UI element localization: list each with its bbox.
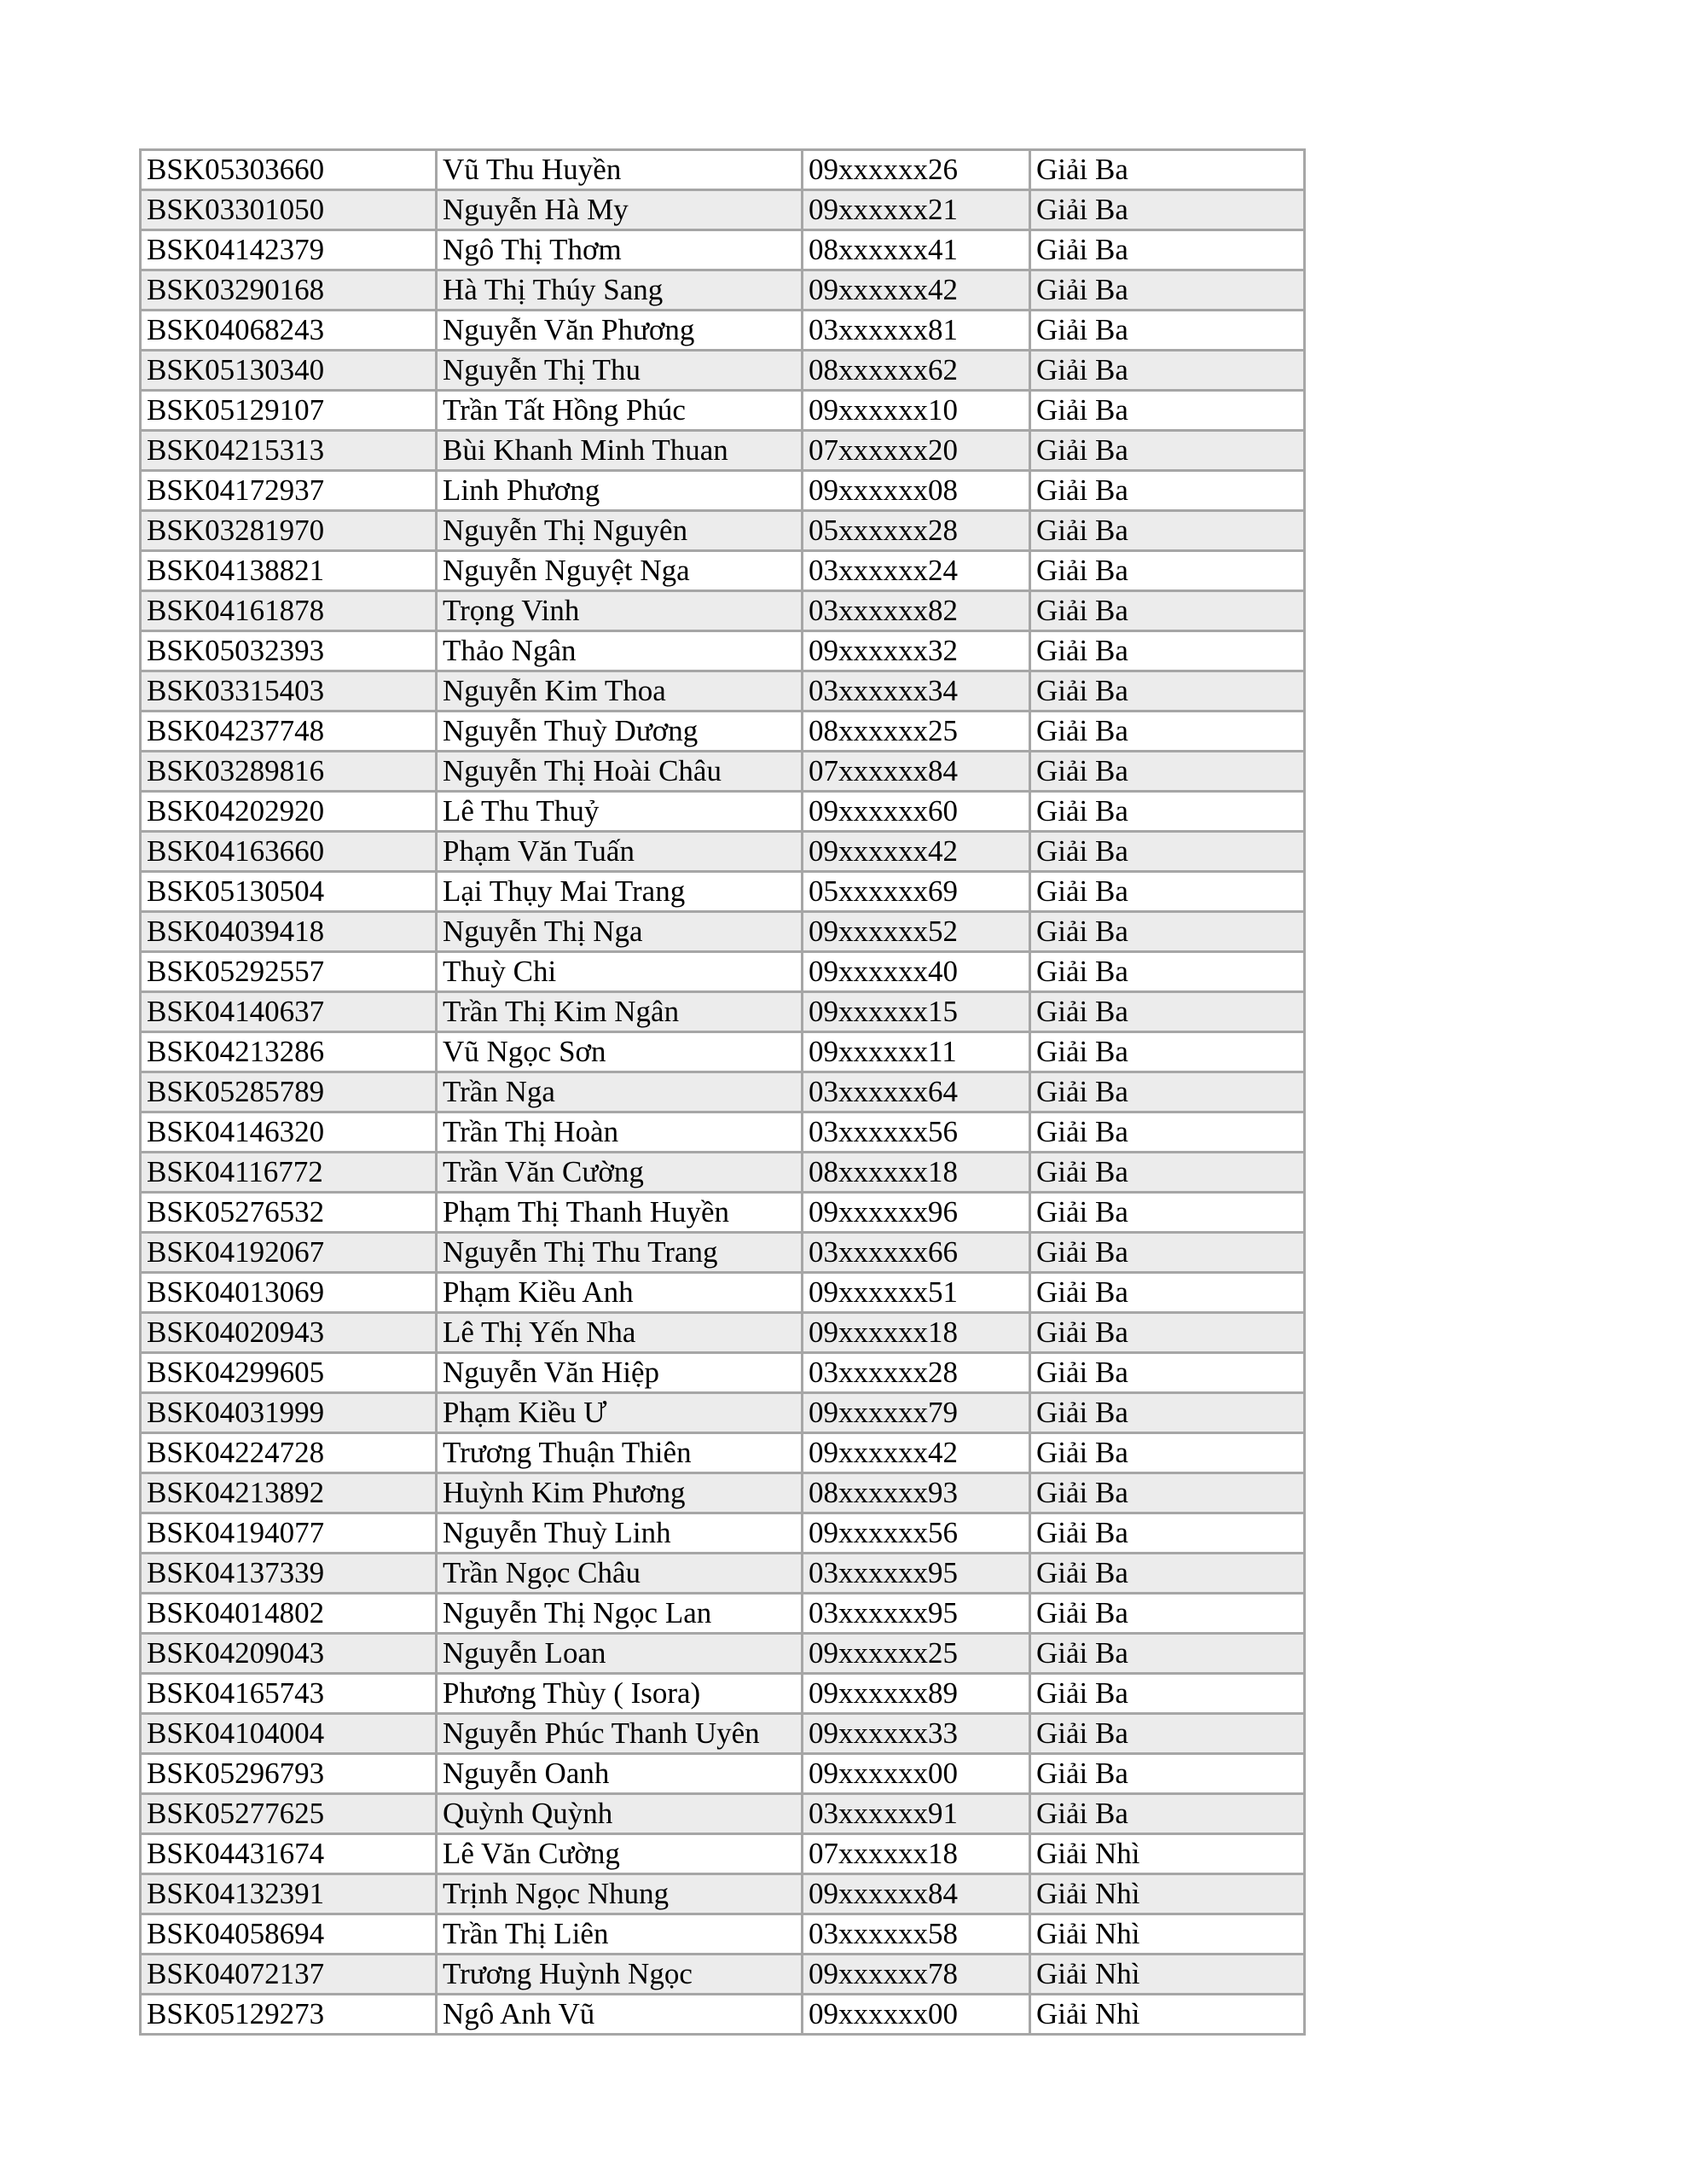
code-cell: BSK03289816: [141, 752, 437, 792]
table-row: [141, 1674, 1305, 1714]
phone-cell: 09xxxxxx79: [803, 1393, 1030, 1433]
name-cell: Lại Thụy Mai Trang: [437, 872, 803, 912]
table-row: [141, 1153, 1305, 1193]
name-cell: Ngô Anh Vũ: [437, 1995, 803, 2035]
code-cell: BSK04194077: [141, 1513, 437, 1554]
prize-cell: Giải Ba: [1030, 752, 1305, 792]
table-row: [141, 1273, 1305, 1313]
code-cell: BSK04014802: [141, 1594, 437, 1634]
code-cell: BSK04013069: [141, 1273, 437, 1313]
table-row: [141, 391, 1305, 431]
table-row: [141, 591, 1305, 631]
name-cell: Trần Tất Hồng Phúc: [437, 391, 803, 431]
prize-cell: Giải Ba: [1030, 1634, 1305, 1674]
name-cell: Phương Thùy ( Isora): [437, 1674, 803, 1714]
phone-cell: 08xxxxxx62: [803, 351, 1030, 391]
code-cell: BSK04172937: [141, 471, 437, 511]
table-row: [141, 1955, 1305, 1995]
prize-cell: Giải Ba: [1030, 1072, 1305, 1112]
code-cell: BSK05292557: [141, 952, 437, 992]
prize-cell: Giải Ba: [1030, 1273, 1305, 1313]
name-cell: Trương Huỳnh Ngọc: [437, 1955, 803, 1995]
table-row: [141, 1473, 1305, 1513]
name-cell: Trần Thị Liên: [437, 1914, 803, 1955]
prize-cell: Giải Nhì: [1030, 1955, 1305, 1995]
phone-cell: 07xxxxxx84: [803, 752, 1030, 792]
table-row: [141, 1393, 1305, 1433]
table-row: [141, 431, 1305, 471]
table-row: [141, 1794, 1305, 1834]
code-cell: BSK04039418: [141, 912, 437, 952]
table-row: [141, 1193, 1305, 1233]
prize-cell: Giải Ba: [1030, 1153, 1305, 1193]
table-row: [141, 1714, 1305, 1754]
phone-cell: 03xxxxxx56: [803, 1112, 1030, 1153]
table-row: [141, 912, 1305, 952]
prize-cell: Giải Ba: [1030, 511, 1305, 551]
code-cell: BSK04138821: [141, 551, 437, 591]
name-cell: Nguyễn Kim Thoa: [437, 671, 803, 712]
code-cell: BSK04058694: [141, 1914, 437, 1955]
prize-cell: Giải Ba: [1030, 351, 1305, 391]
phone-cell: 07xxxxxx20: [803, 431, 1030, 471]
code-cell: BSK03301050: [141, 190, 437, 230]
name-cell: Lê Thị Yến Nha: [437, 1313, 803, 1353]
winners-table: [139, 148, 1306, 2036]
code-cell: BSK04224728: [141, 1433, 437, 1473]
table-row: [141, 1874, 1305, 1914]
prize-cell: Giải Ba: [1030, 1473, 1305, 1513]
table-row: [141, 270, 1305, 311]
code-cell: BSK05303660: [141, 150, 437, 190]
table-row: [141, 1233, 1305, 1273]
phone-cell: 09xxxxxx89: [803, 1674, 1030, 1714]
name-cell: Phạm Văn Tuấn: [437, 832, 803, 872]
name-cell: Nguyễn Oanh: [437, 1754, 803, 1794]
code-cell: BSK05277625: [141, 1794, 437, 1834]
table-row: [141, 311, 1305, 351]
prize-cell: Giải Nhì: [1030, 1874, 1305, 1914]
code-cell: BSK04165743: [141, 1674, 437, 1714]
name-cell: Trần Ngọc Châu: [437, 1554, 803, 1594]
code-cell: BSK04431674: [141, 1834, 437, 1874]
table-row: [141, 992, 1305, 1032]
code-cell: BSK04202920: [141, 792, 437, 832]
prize-cell: Giải Nhì: [1030, 1834, 1305, 1874]
code-cell: BSK05130504: [141, 872, 437, 912]
phone-cell: 05xxxxxx69: [803, 872, 1030, 912]
prize-cell: Giải Ba: [1030, 1554, 1305, 1594]
phone-cell: 09xxxxxx21: [803, 190, 1030, 230]
phone-cell: 09xxxxxx96: [803, 1193, 1030, 1233]
prize-cell: Giải Ba: [1030, 471, 1305, 511]
table-row: [141, 1433, 1305, 1473]
prize-cell: Giải Ba: [1030, 311, 1305, 351]
code-cell: BSK04146320: [141, 1112, 437, 1153]
phone-cell: 03xxxxxx64: [803, 1072, 1030, 1112]
prize-cell: Giải Ba: [1030, 551, 1305, 591]
phone-cell: 03xxxxxx91: [803, 1794, 1030, 1834]
name-cell: Nguyễn Thị Hoài Châu: [437, 752, 803, 792]
prize-cell: Giải Ba: [1030, 1233, 1305, 1273]
name-cell: Trần Thị Hoàn: [437, 1112, 803, 1153]
phone-cell: 09xxxxxx60: [803, 792, 1030, 832]
code-cell: BSK04031999: [141, 1393, 437, 1433]
prize-cell: Giải Ba: [1030, 1433, 1305, 1473]
code-cell: BSK05130340: [141, 351, 437, 391]
code-cell: BSK04020943: [141, 1313, 437, 1353]
phone-cell: 08xxxxxx18: [803, 1153, 1030, 1193]
phone-cell: 09xxxxxx18: [803, 1313, 1030, 1353]
code-cell: BSK03315403: [141, 671, 437, 712]
table-row: [141, 1313, 1305, 1353]
table-row: [141, 832, 1305, 872]
name-cell: Linh Phương: [437, 471, 803, 511]
prize-cell: Giải Ba: [1030, 1032, 1305, 1072]
table-row: [141, 351, 1305, 391]
prize-cell: Giải Ba: [1030, 1594, 1305, 1634]
prize-cell: Giải Nhì: [1030, 1995, 1305, 2035]
code-cell: BSK05296793: [141, 1754, 437, 1794]
table-row: [141, 631, 1305, 671]
code-cell: BSK04104004: [141, 1714, 437, 1754]
code-cell: BSK04215313: [141, 431, 437, 471]
code-cell: BSK04072137: [141, 1955, 437, 1995]
table-row: [141, 471, 1305, 511]
phone-cell: 03xxxxxx24: [803, 551, 1030, 591]
name-cell: Trịnh Ngọc Nhung: [437, 1874, 803, 1914]
name-cell: Vũ Thu Huyền: [437, 150, 803, 190]
code-cell: BSK04209043: [141, 1634, 437, 1674]
code-cell: BSK04299605: [141, 1353, 437, 1393]
name-cell: Phạm Kiều Ư: [437, 1393, 803, 1433]
prize-cell: Giải Ba: [1030, 832, 1305, 872]
phone-cell: 03xxxxxx81: [803, 311, 1030, 351]
name-cell: Ngô Thị Thơm: [437, 230, 803, 270]
table-row: [141, 1634, 1305, 1674]
prize-cell: Giải Ba: [1030, 952, 1305, 992]
code-cell: BSK04142379: [141, 230, 437, 270]
name-cell: Nguyễn Thuỳ Dương: [437, 712, 803, 752]
prize-cell: Giải Ba: [1030, 190, 1305, 230]
prize-cell: Giải Nhì: [1030, 1914, 1305, 1955]
name-cell: Phạm Kiều Anh: [437, 1273, 803, 1313]
phone-cell: 05xxxxxx28: [803, 511, 1030, 551]
table-row: [141, 551, 1305, 591]
name-cell: Nguyễn Thị Nguyên: [437, 511, 803, 551]
code-cell: BSK05032393: [141, 631, 437, 671]
table-row: [141, 190, 1305, 230]
phone-cell: 09xxxxxx15: [803, 992, 1030, 1032]
prize-cell: Giải Ba: [1030, 1794, 1305, 1834]
name-cell: Trọng Vinh: [437, 591, 803, 631]
code-cell: BSK05285789: [141, 1072, 437, 1112]
prize-cell: Giải Ba: [1030, 671, 1305, 712]
prize-cell: Giải Ba: [1030, 1193, 1305, 1233]
prize-cell: Giải Ba: [1030, 150, 1305, 190]
name-cell: Trần Thị Kim Ngân: [437, 992, 803, 1032]
prize-cell: Giải Ba: [1030, 1714, 1305, 1754]
name-cell: Nguyễn Thị Thu: [437, 351, 803, 391]
table-row: [141, 1995, 1305, 2035]
table-row: [141, 712, 1305, 752]
table-row: [141, 792, 1305, 832]
table-row: [141, 1914, 1305, 1955]
table-row: [141, 1754, 1305, 1794]
phone-cell: 09xxxxxx78: [803, 1955, 1030, 1995]
name-cell: Nguyễn Hà My: [437, 190, 803, 230]
name-cell: Lê Thu Thuỷ: [437, 792, 803, 832]
phone-cell: 03xxxxxx95: [803, 1554, 1030, 1594]
table-row: [141, 1353, 1305, 1393]
name-cell: Nguyễn Nguyệt Nga: [437, 551, 803, 591]
phone-cell: 09xxxxxx33: [803, 1714, 1030, 1754]
table-row: [141, 872, 1305, 912]
prize-cell: Giải Ba: [1030, 712, 1305, 752]
phone-cell: 09xxxxxx00: [803, 1754, 1030, 1794]
prize-cell: Giải Ba: [1030, 1313, 1305, 1353]
code-cell: BSK04068243: [141, 311, 437, 351]
phone-cell: 09xxxxxx08: [803, 471, 1030, 511]
phone-cell: 03xxxxxx82: [803, 591, 1030, 631]
table-row: [141, 511, 1305, 551]
table-row: [141, 1072, 1305, 1112]
phone-cell: 09xxxxxx26: [803, 150, 1030, 190]
name-cell: Huỳnh Kim Phương: [437, 1473, 803, 1513]
name-cell: Bùi Khanh Minh Thuan: [437, 431, 803, 471]
phone-cell: 09xxxxxx56: [803, 1513, 1030, 1554]
table-row: [141, 150, 1305, 190]
code-cell: BSK04163660: [141, 832, 437, 872]
code-cell: BSK03281970: [141, 511, 437, 551]
prize-cell: Giải Ba: [1030, 1513, 1305, 1554]
table-row: [141, 671, 1305, 712]
table-row: [141, 1032, 1305, 1072]
phone-cell: 09xxxxxx52: [803, 912, 1030, 952]
phone-cell: 09xxxxxx00: [803, 1995, 1030, 2035]
name-cell: Thuỳ Chi: [437, 952, 803, 992]
code-cell: BSK04132391: [141, 1874, 437, 1914]
prize-cell: Giải Ba: [1030, 391, 1305, 431]
phone-cell: 09xxxxxx25: [803, 1634, 1030, 1674]
prize-cell: Giải Ba: [1030, 1674, 1305, 1714]
table-row: [141, 1594, 1305, 1634]
name-cell: Lê Văn Cường: [437, 1834, 803, 1874]
code-cell: BSK04192067: [141, 1233, 437, 1273]
name-cell: Nguyễn Thị Nga: [437, 912, 803, 952]
phone-cell: 08xxxxxx41: [803, 230, 1030, 270]
table-row: [141, 230, 1305, 270]
phone-cell: 09xxxxxx40: [803, 952, 1030, 992]
name-cell: Nguyễn Phúc Thanh Uyên: [437, 1714, 803, 1754]
prize-cell: Giải Ba: [1030, 1393, 1305, 1433]
code-cell: BSK04213286: [141, 1032, 437, 1072]
winners-table-body: [141, 150, 1305, 2035]
name-cell: Nguyễn Thị Ngọc Lan: [437, 1594, 803, 1634]
prize-cell: Giải Ba: [1030, 792, 1305, 832]
phone-cell: 03xxxxxx58: [803, 1914, 1030, 1955]
prize-cell: Giải Ba: [1030, 992, 1305, 1032]
name-cell: Trương Thuận Thiên: [437, 1433, 803, 1473]
table-row: [141, 1513, 1305, 1554]
table-row: [141, 1112, 1305, 1153]
name-cell: Nguyễn Thị Thu Trang: [437, 1233, 803, 1273]
phone-cell: 09xxxxxx10: [803, 391, 1030, 431]
name-cell: Quỳnh Quỳnh: [437, 1794, 803, 1834]
phone-cell: 09xxxxxx32: [803, 631, 1030, 671]
code-cell: BSK04140637: [141, 992, 437, 1032]
phone-cell: 08xxxxxx93: [803, 1473, 1030, 1513]
code-cell: BSK04116772: [141, 1153, 437, 1193]
code-cell: BSK05276532: [141, 1193, 437, 1233]
code-cell: BSK05129273: [141, 1995, 437, 2035]
name-cell: Nguyễn Văn Phương: [437, 311, 803, 351]
code-cell: BSK05129107: [141, 391, 437, 431]
name-cell: Trần Nga: [437, 1072, 803, 1112]
phone-cell: 09xxxxxx42: [803, 270, 1030, 311]
prize-cell: Giải Ba: [1030, 1353, 1305, 1393]
table-row: [141, 752, 1305, 792]
name-cell: Vũ Ngọc Sơn: [437, 1032, 803, 1072]
prize-cell: Giải Ba: [1030, 912, 1305, 952]
table-row: [141, 1554, 1305, 1594]
name-cell: Hà Thị Thúy Sang: [437, 270, 803, 311]
phone-cell: 03xxxxxx66: [803, 1233, 1030, 1273]
phone-cell: 03xxxxxx95: [803, 1594, 1030, 1634]
name-cell: Phạm Thị Thanh Huyền: [437, 1193, 803, 1233]
phone-cell: 07xxxxxx18: [803, 1834, 1030, 1874]
name-cell: Nguyễn Văn Hiệp: [437, 1353, 803, 1393]
prize-cell: Giải Ba: [1030, 230, 1305, 270]
phone-cell: 09xxxxxx84: [803, 1874, 1030, 1914]
code-cell: BSK04137339: [141, 1554, 437, 1594]
prize-cell: Giải Ba: [1030, 872, 1305, 912]
phone-cell: 03xxxxxx28: [803, 1353, 1030, 1393]
phone-cell: 03xxxxxx34: [803, 671, 1030, 712]
code-cell: BSK04161878: [141, 591, 437, 631]
prize-cell: Giải Ba: [1030, 591, 1305, 631]
phone-cell: 09xxxxxx11: [803, 1032, 1030, 1072]
prize-cell: Giải Ba: [1030, 1112, 1305, 1153]
name-cell: Thảo Ngân: [437, 631, 803, 671]
code-cell: BSK04237748: [141, 712, 437, 752]
prize-cell: Giải Ba: [1030, 1754, 1305, 1794]
prize-cell: Giải Ba: [1030, 270, 1305, 311]
code-cell: BSK03290168: [141, 270, 437, 311]
name-cell: Trần Văn Cường: [437, 1153, 803, 1193]
name-cell: Nguyễn Thuỳ Linh: [437, 1513, 803, 1554]
prize-cell: Giải Ba: [1030, 431, 1305, 471]
phone-cell: 08xxxxxx25: [803, 712, 1030, 752]
code-cell: BSK04213892: [141, 1473, 437, 1513]
phone-cell: 09xxxxxx51: [803, 1273, 1030, 1313]
name-cell: Nguyễn Loan: [437, 1634, 803, 1674]
phone-cell: 09xxxxxx42: [803, 832, 1030, 872]
table-row: [141, 1834, 1305, 1874]
table-row: [141, 952, 1305, 992]
phone-cell: 09xxxxxx42: [803, 1433, 1030, 1473]
prize-cell: Giải Ba: [1030, 631, 1305, 671]
